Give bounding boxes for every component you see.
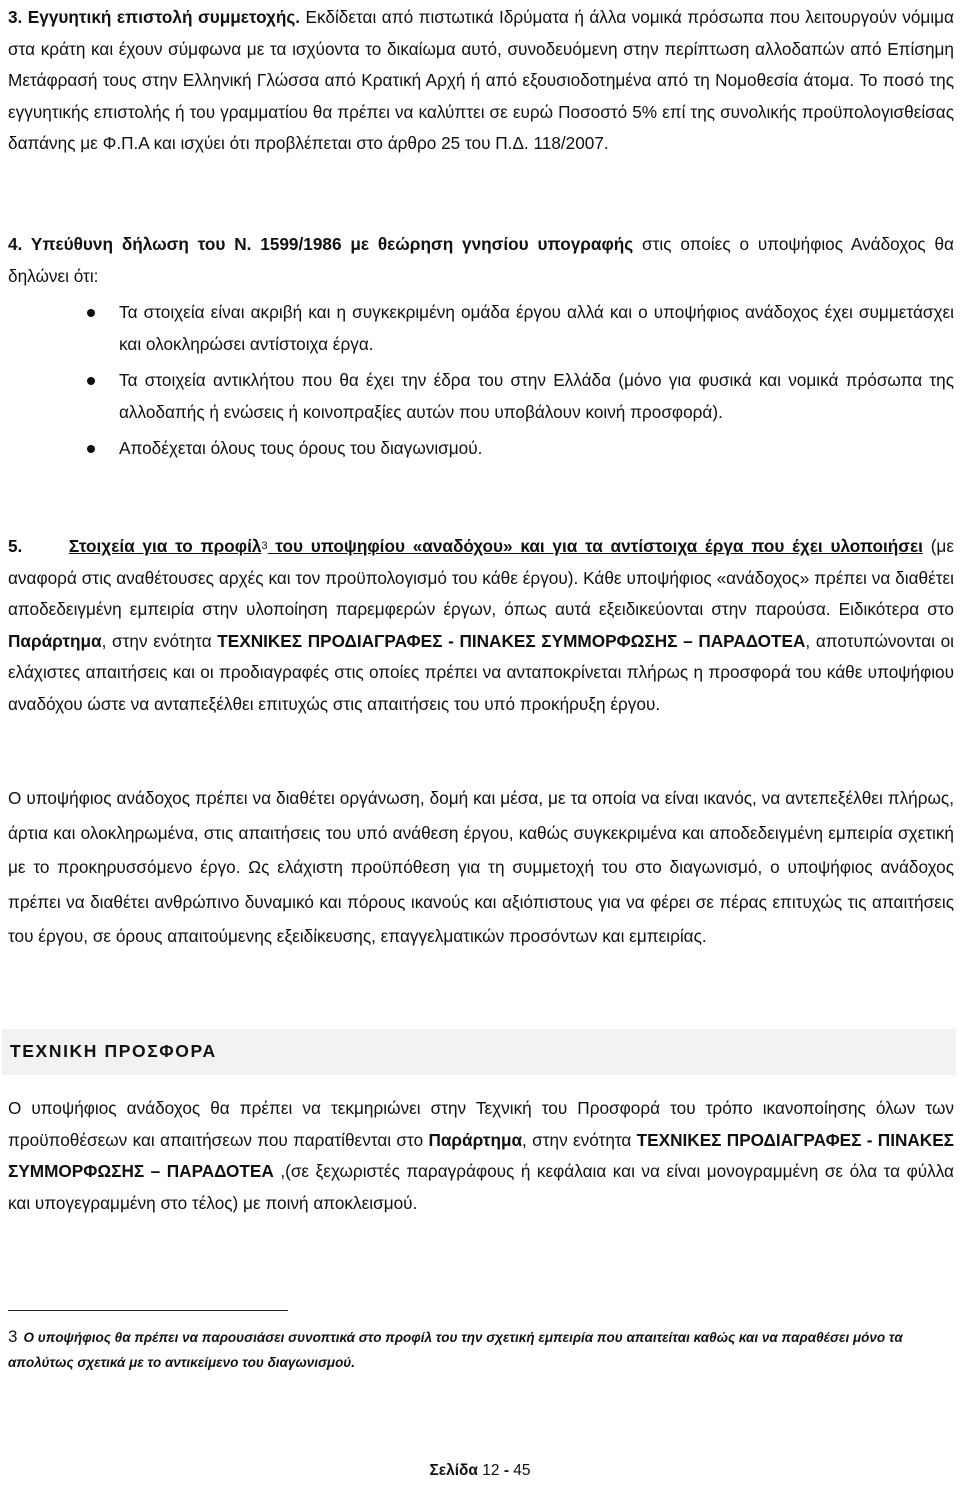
item-5-heading-b: του υποψηφίου «αναδόχου» και για τα αντίστοιχα έργα που έχει υλοποιήσει bbox=[267, 536, 923, 556]
item-3-paragraph bbox=[8, 2, 954, 160]
bullet-icon bbox=[87, 309, 95, 317]
footnote-number: 3 bbox=[8, 1327, 18, 1346]
list-item: Τα στοιχεία αντικλήτου που θα έχει την έδρα του στην Ελλάδα (μόνο για φυσικά και νομικά πρόσωπα της αλλοδαπής ή ενώσεις ή κοινοπραξίες αυτών που υποβάλουν κοινή προσφορά). bbox=[8, 365, 954, 428]
page-footer bbox=[0, 1462, 960, 1480]
footnote bbox=[8, 1324, 954, 1375]
list-item: Αποδέχεται όλους τους όρους του διαγωνισμού. bbox=[8, 433, 954, 465]
list-item: Τα στοιχεία είναι ακριβή και η συγκεκριμένη ομάδα έργου αλλά και ο υποψήφιος ανάδοχος έχει συμμετάσχει και ολοκληρώσει αντίστοιχα έργα. bbox=[8, 297, 954, 360]
technical-offer-paragraph: Ο υποψήφιος ανάδοχος θα πρέπει να τεκμηριώνει στην Τεχνική του Προσφορά του τρόπο ικανοποίησης όλων των προϋποθέσεων και απαιτήσεων που παρατίθενται στο Παράρτημα, στην ενότητα ΤΕΧΝΙΚΕΣ ΠΡΟΔΙΑΓΡΑΦΕΣ - ΠΙΝΑΚΕΣ ΣΥΜΜΟΡΦΩΣΗΣ – ΠΑΡΑΔΟΤΕΑ ,(σε ξεχωριστές παραγράφους ή κεφάλαια και να είναι μονογραμμένη σε όλα τα φύλλα και υπογεγραμμένη στο τέλος) με ποινή αποκλεισμού. bbox=[8, 1098, 954, 1213]
item-4-text: στις οποίες ο υποψήφιος Ανάδοχος θα δηλώνει ότι: bbox=[8, 234, 954, 286]
technical-offer-heading: ΤΕΧΝΙΚΗ ΠΡΟΣΦΟΡΑ bbox=[10, 1041, 217, 1061]
bullet-icon bbox=[87, 445, 95, 453]
footer-label: Σελίδα bbox=[429, 1462, 478, 1479]
item-5-section-title: ΤΕΧΝΙΚΕΣ ΠΡΟΔΙΑΓΡΑΦΕΣ - ΠΙΝΑΚΕΣ ΣΥΜΜΟΡΦΩΣΗΣ – ΠΑΡΑΔΟΤΕΑ bbox=[217, 630, 806, 651]
item-3-heading: 3. Εγγυητική επιστολή συμμετοχής. bbox=[8, 7, 301, 27]
item-4-paragraph bbox=[8, 229, 954, 292]
item-4-bullet-list bbox=[8, 297, 954, 470]
item-3-text-part1: Εκδίδεται από πιστωτικά Ιδρύματα ή άλλα νομικά πρόσωπα που λειτουργούν νόμιμα στα κράτη και έχουν σύμφωνα με τα ισχύοντα το δικαίωμα αυτό, συνοδευόμενη στην περίπτωση αλλοδαπών από Επίσημη Μετάφρασή τους στην Ελληνική Γλώσσα από Κρατική Αρχή ή από εξουσιοδοτημένα από τη Νομοθεσία άτομα. bbox=[8, 7, 954, 90]
technical-offer-heading-band bbox=[2, 1029, 956, 1075]
bullet-icon bbox=[87, 377, 95, 385]
technical-offer-section-title: ΤΕΧΝΙΚΕΣ ΠΡΟΔΙΑΓΡΑΦΕΣ - ΠΙΝΑΚΕΣ ΣΥΜΜΟΡΦΩΣΗΣ – ΠΑΡΑΔΟΤΕΑ bbox=[8, 1129, 954, 1181]
technical-offer-annex: Παράρτημα bbox=[428, 1129, 523, 1150]
footnote-text: Ο υποψήφιος θα πρέπει να παρουσιάσει συνοπτικά στο προφίλ του την σχετική εμπειρία που απαιτείται καθώς και να παραθέσει μόνο τα απολύτως σχετικά με το αντικείμενο του διαγωνισμού. bbox=[8, 1330, 903, 1370]
page-total: 45 bbox=[513, 1462, 531, 1479]
item-4-heading: 4. Υπεύθυνη δήλωση του Ν. 1599/1986 με θεώρηση γνησίου υπογραφής bbox=[8, 234, 634, 254]
page-separator: - bbox=[499, 1462, 514, 1479]
footnote-divider bbox=[8, 1310, 288, 1311]
item-5-paragraph: 5. Στοιχεία για το προφίλ$^3$ του υποψηφίου «αναδόχου» και για τα αντίστοιχα έργα που έχει υλοποιήσει (με αναφορά στις αναθέτουσες αρχές και τον προϋπολογισμό του κάθε έργου). Κάθε υποψήφιος «ανάδοχος» πρέπει να διαθέτει αποδεδειγμένη εμπειρία στην υλοποίηση παρεμφερών έργων, όπως αυτά εξειδικεύονται στην παρούσα. Ειδικότερα στο Παράρτημα, στην ενότητα ΤΕΧΝΙΚΕΣ ΠΡΟΔΙΑΓΡΑΦΕΣ - ΠΙΝΑΚΕΣ ΣΥΜΜΟΡΦΩΣΗΣ – ΠΑΡΑΔΟΤΕΑ, αποτυπώνονται οι ελάχιστες απαιτήσεις και οι προδιαγραφές στις οποίες πρέπει να ανταποκρίνεται πλήρως η προσφορά του κάθε υποψήφιου αναδόχου ώστε να ανταπεξέλθει επιτυχώς στις απαιτήσεις του υπό προκήρυξη έργου. bbox=[8, 536, 955, 714]
item-5-paragraph-2: Ο υποψήφιος ανάδοχος πρέπει να διαθέτει οργάνωση, δομή και μέσα, με τα οποία να είναι ικανός, να αντεπεξέλθει πλήρως, άρτια και ολοκληρωμένα, στις απαιτήσεις του υπό ανάθεση έργου, καθώς συγκεκριμένα και αποδεδειγμένη εμπειρία σχετική με το προκηρυσσόμενο έργο. Ως ελάχιστη προϋπόθεση για τη συμμετοχή του στο διαγωνισμό, ο υποψήφιος ανάδοχος πρέπει να διαθέτει ανθρώπινο δυναμικό και πόρους ικανούς και αξιόπιστους για να φέρει σε πέρας επιτυχώς τις απαιτήσεις του έργου, σε όρους απαιτούμενης εξειδίκευσης, επαγγελματικών προσόντων και εμπειρίας. bbox=[8, 788, 954, 946]
item-5-number: 5. bbox=[8, 536, 23, 556]
item-3-text-part2: Το ποσό της εγγυητικής επιστολής ή του γραμματίου θα πρέπει να καλύπτει σε ευρώ Ποσοστό 5% επί της συνολικής προϋπολογισθείσας δαπάνης με Φ.Π.Α και ισχύει ότι προβλέπεται στο άρθρο 25 του Π.Δ. 118/2007. bbox=[8, 70, 954, 153]
page-number: 12 bbox=[482, 1462, 500, 1479]
item-5-annex: Παράρτημα bbox=[8, 630, 102, 651]
item-5-text: (με αναφορά στις αναθέτουσες αρχές και τον προϋπολογισμό του κάθε έργου). Κάθε υποψήφιος «ανάδοχος» πρέπει να διαθέτει αποδεδειγμένη εμπειρία στην υλοποίηση παρεμφερών έργων, όπως αυτά εξειδικεύονται στην παρούσα. Ειδικότερα στο bbox=[8, 536, 955, 619]
footnote-reference: 3 bbox=[261, 540, 268, 552]
item-5-heading-a: Στοιχεία για το προφίλ bbox=[68, 536, 262, 556]
